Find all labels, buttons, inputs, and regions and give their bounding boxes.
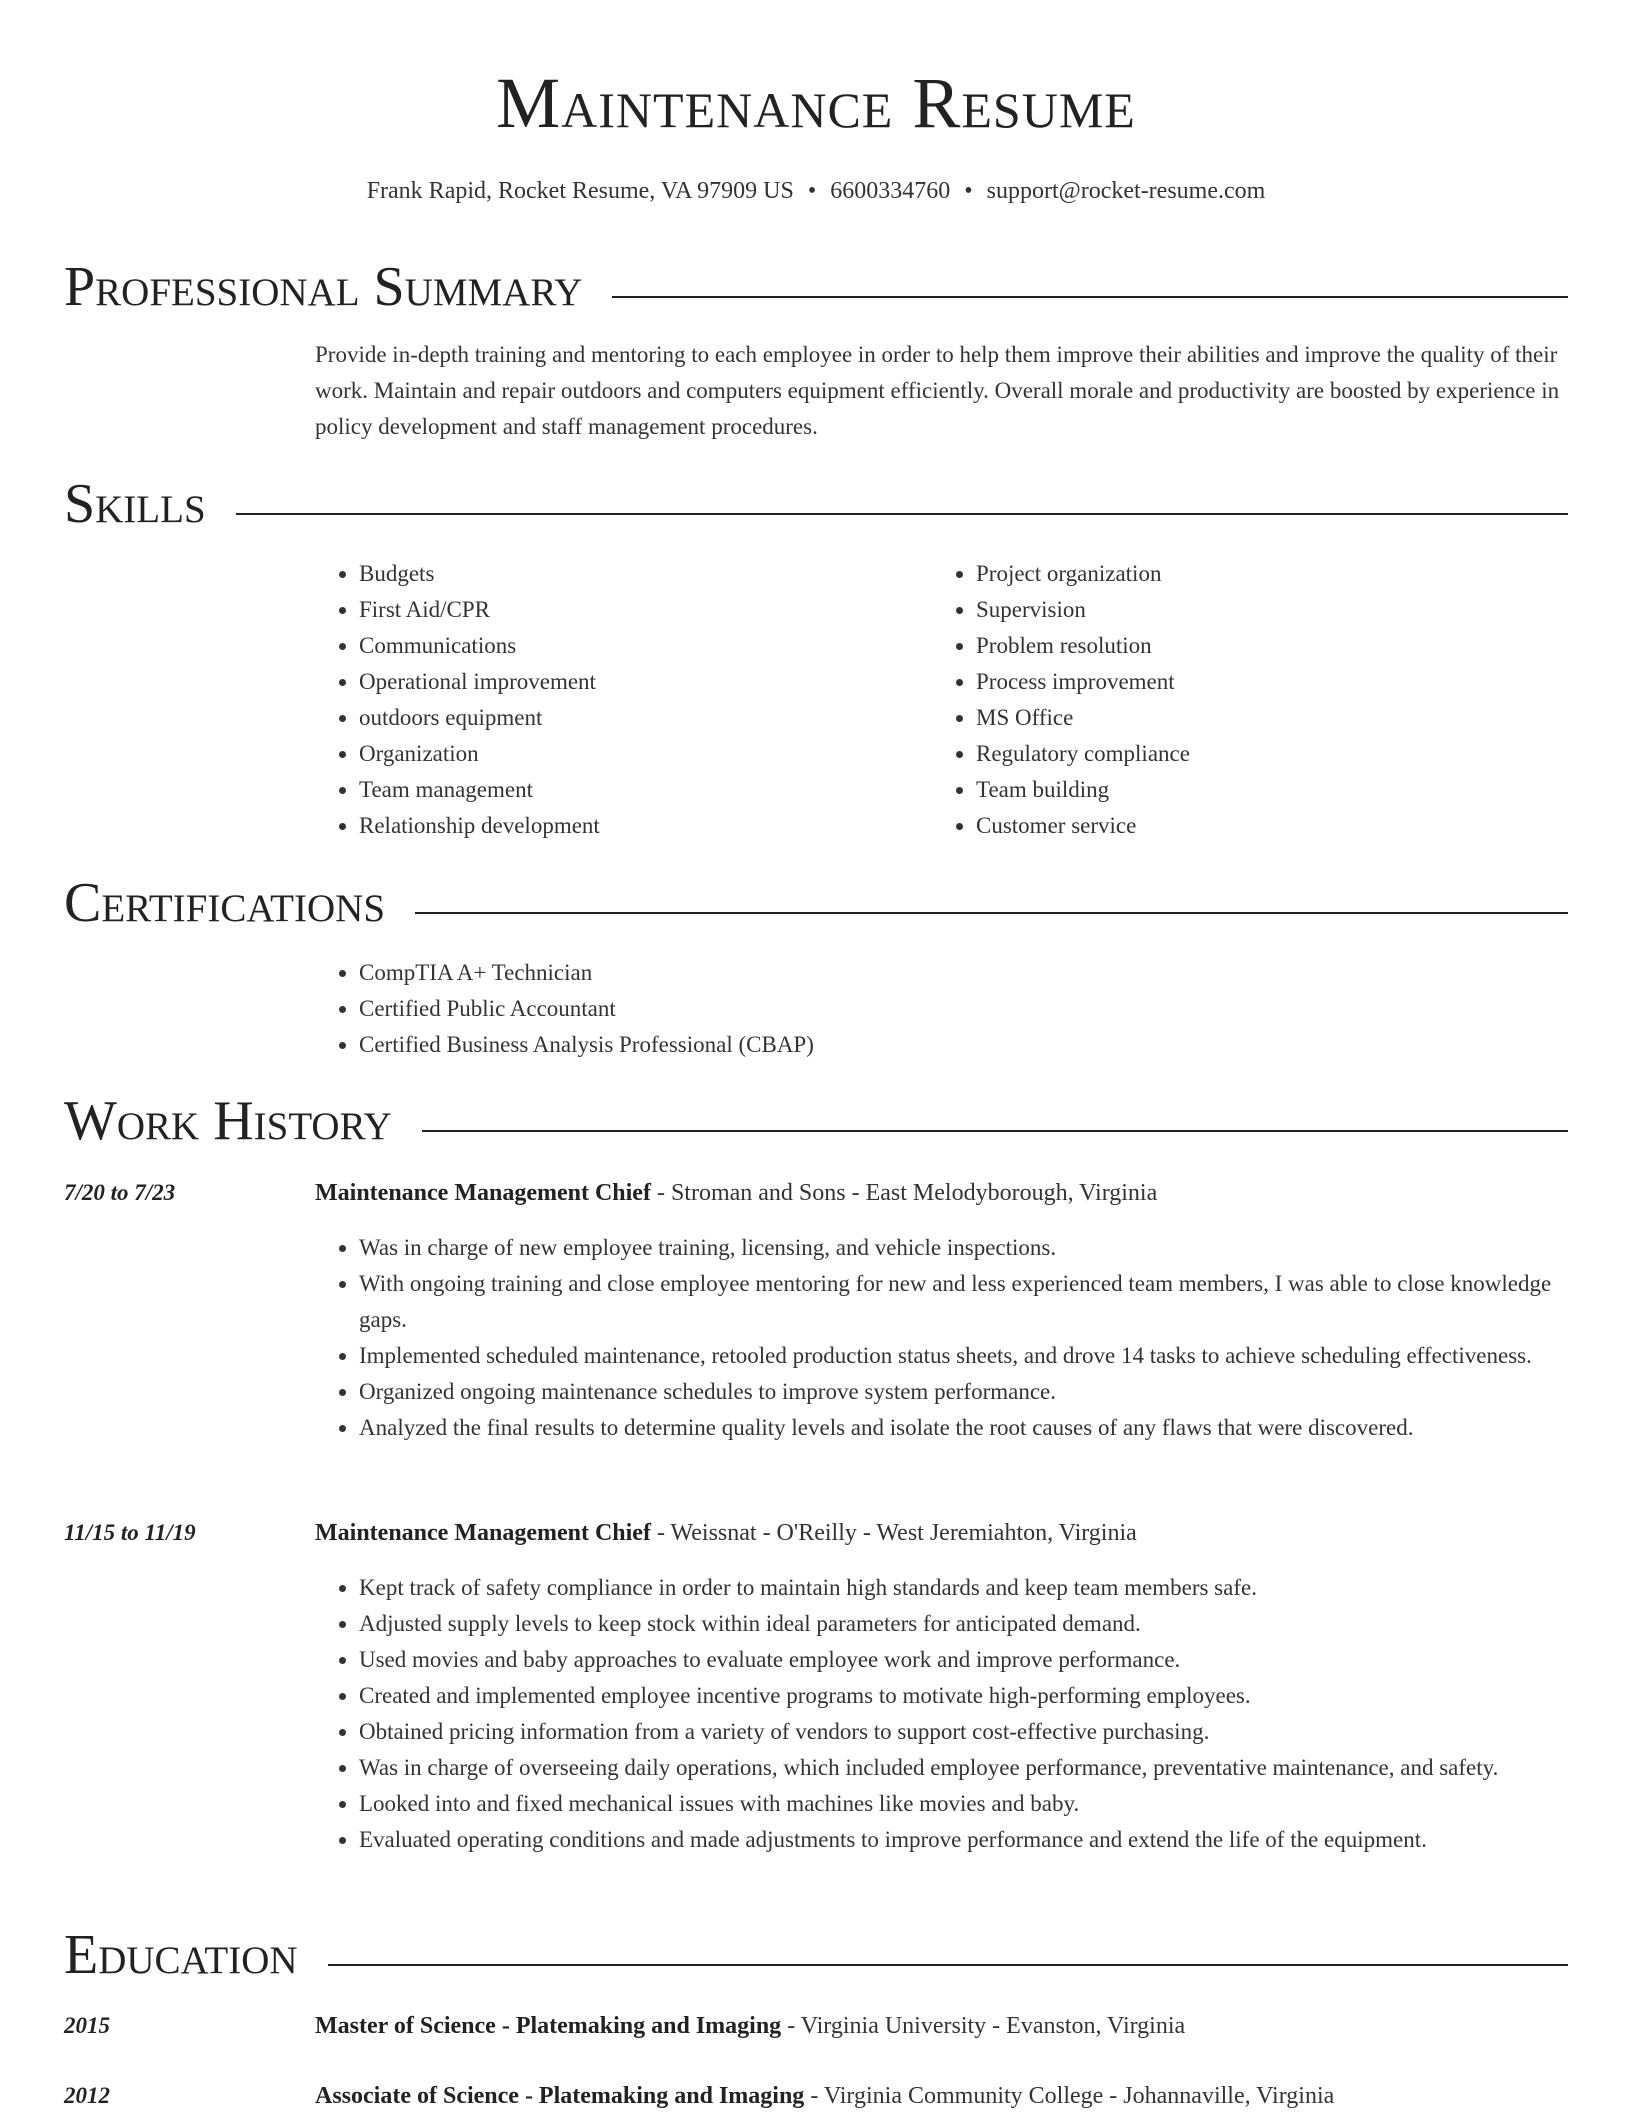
education-year: 2012 xyxy=(64,2083,110,2108)
skill-item: • Team management xyxy=(359,772,915,808)
work-history-heading xyxy=(64,1086,1568,1156)
summary-text: Provide in-depth training and mentoring to each employee in order to help them improve their abilities and improve the quality of their work. Maintain and repair outdoors and computers equipment efficiently. Overall morale and productivity are boosted by experience in policy development and staff management procedures. xyxy=(315,342,1560,439)
work-history-heading-text: Work History xyxy=(64,1086,422,1156)
duty-item: • Adjusted supply levels to keep stock within ideal parameters for anticipated demand. xyxy=(359,1606,1568,1642)
education-degree: Associate of Science - Platemaking and Imaging xyxy=(315,2083,805,2109)
resume-title: Maintenance Resume xyxy=(496,63,1136,143)
certifications-block xyxy=(315,955,1568,1063)
contact-separator: • xyxy=(807,178,817,204)
job-dates: 7/20 to 7/23 xyxy=(64,1180,176,1205)
contact-email: support@rocket-resume.com xyxy=(986,178,1266,204)
job-heading xyxy=(315,1515,1568,1551)
certifications-heading-text: Certifications xyxy=(64,868,415,938)
duty-item: • Obtained pricing information from a variety of vendors to support cost-effective purchasing. xyxy=(359,1714,1568,1750)
skill-item: • Operational improvement xyxy=(359,664,915,700)
contact-separator: • xyxy=(964,178,973,204)
duty-item: • Kept track of safety compliance in order to maintain high standards and keep team members safe. xyxy=(359,1570,1568,1606)
duty-item: • Was in charge of overseeing daily operations, which included employee performance, preventative maintenance, and safety. xyxy=(359,1750,1568,1786)
job-heading xyxy=(315,1175,1568,1211)
skills-left-column xyxy=(315,556,915,844)
duty-item: • Created and implemented employee incentive programs to motivate high-performing employees. xyxy=(359,1678,1568,1714)
skill-item: • MS Office xyxy=(976,700,1568,736)
skills-heading xyxy=(64,469,1568,539)
skills-left-list xyxy=(315,556,915,844)
skills-heading-text: Skills xyxy=(64,469,236,539)
duty-item: • Evaluated operating conditions and made adjustments to improve performance and extend the life of the equipment. xyxy=(359,1822,1568,1858)
job-employer: - Weissnat - O'Reilly - West Jeremiahton, Virginia xyxy=(650,1520,1137,1546)
job-title: Maintenance Management Chief xyxy=(315,1180,651,1206)
skill-item: • Supervision xyxy=(976,592,1568,628)
duty-item: • Implemented scheduled maintenance, retooled production status sheets, and drove 14 tasks to achieve scheduling effectiveness. xyxy=(359,1338,1568,1374)
skill-item: • Customer service xyxy=(976,808,1568,844)
skill-item: • Communications xyxy=(359,628,915,664)
job-title: Maintenance Management Chief xyxy=(315,1520,651,1546)
skills-right-column xyxy=(932,556,1568,844)
education-entry xyxy=(315,2078,1568,2114)
certification-item: • Certified Business Analysis Professional (CBAP) xyxy=(359,1027,1568,1063)
job-duties-list xyxy=(315,1570,1568,1858)
summary-heading xyxy=(64,252,1568,322)
certifications-list xyxy=(315,955,1568,1063)
duty-item: • Analyzed the final results to determine quality levels and isolate the root causes of any flaws that were discovered. xyxy=(359,1410,1568,1446)
summary-heading-text: Professional Summary xyxy=(64,252,612,322)
skill-item: • Regulatory compliance xyxy=(976,736,1568,772)
section-divider xyxy=(64,513,1568,515)
job-duties xyxy=(315,1570,1568,1858)
skill-item: • Project organization xyxy=(976,556,1568,592)
education-school: - Virginia University - Evanston, Virginia xyxy=(781,2013,1186,2039)
contact-line xyxy=(0,174,1632,208)
skill-item: • Organization xyxy=(359,736,915,772)
skill-item: • Relationship development xyxy=(359,808,915,844)
duty-item: • Was in charge of new employee training, licensing, and vehicle inspections. xyxy=(359,1230,1568,1266)
skill-item: • outdoors equipment xyxy=(359,700,915,736)
duty-item: • Organized ongoing maintenance schedules to improve system performance. xyxy=(359,1374,1568,1410)
duty-item: • Used movies and baby approaches to evaluate employee work and improve performance. xyxy=(359,1642,1568,1678)
duty-item: • With ongoing training and close employee mentoring for new and less experienced team members, I was able to close knowledge gaps. xyxy=(359,1266,1568,1338)
contact-address: Frank Rapid, Rocket Resume, VA 97909 US xyxy=(366,178,794,204)
job-duties-list xyxy=(315,1230,1568,1446)
certifications-heading xyxy=(64,868,1568,938)
skill-item: • Process improvement xyxy=(976,664,1568,700)
skills-right-list xyxy=(932,556,1568,844)
education-heading-text: Education xyxy=(64,1920,328,1990)
skill-item: • First Aid/CPR xyxy=(359,592,915,628)
certification-item: • Certified Public Accountant xyxy=(359,991,1568,1027)
job-employer: - Stroman and Sons - East Melodyborough, Virginia xyxy=(650,1180,1158,1206)
job-dates: 11/15 to 11/19 xyxy=(64,1520,196,1545)
contact-phone: 6600334760 xyxy=(830,178,951,204)
education-year: 2015 xyxy=(64,2013,110,2038)
education-degree: Master of Science - Platemaking and Imaging xyxy=(315,2013,782,2039)
education-heading xyxy=(64,1920,1568,1990)
education-entry xyxy=(315,2008,1568,2044)
education-school: - Virginia Community College - Johannaville, Virginia xyxy=(804,2083,1335,2109)
skill-item: • Budgets xyxy=(359,556,915,592)
job-duties xyxy=(315,1230,1568,1446)
certification-item: • CompTIA A+ Technician xyxy=(359,955,1568,991)
skill-item: • Problem resolution xyxy=(976,628,1568,664)
skill-item: • Team building xyxy=(976,772,1568,808)
duty-item: • Looked into and fixed mechanical issues with machines like movies and baby. xyxy=(359,1786,1568,1822)
